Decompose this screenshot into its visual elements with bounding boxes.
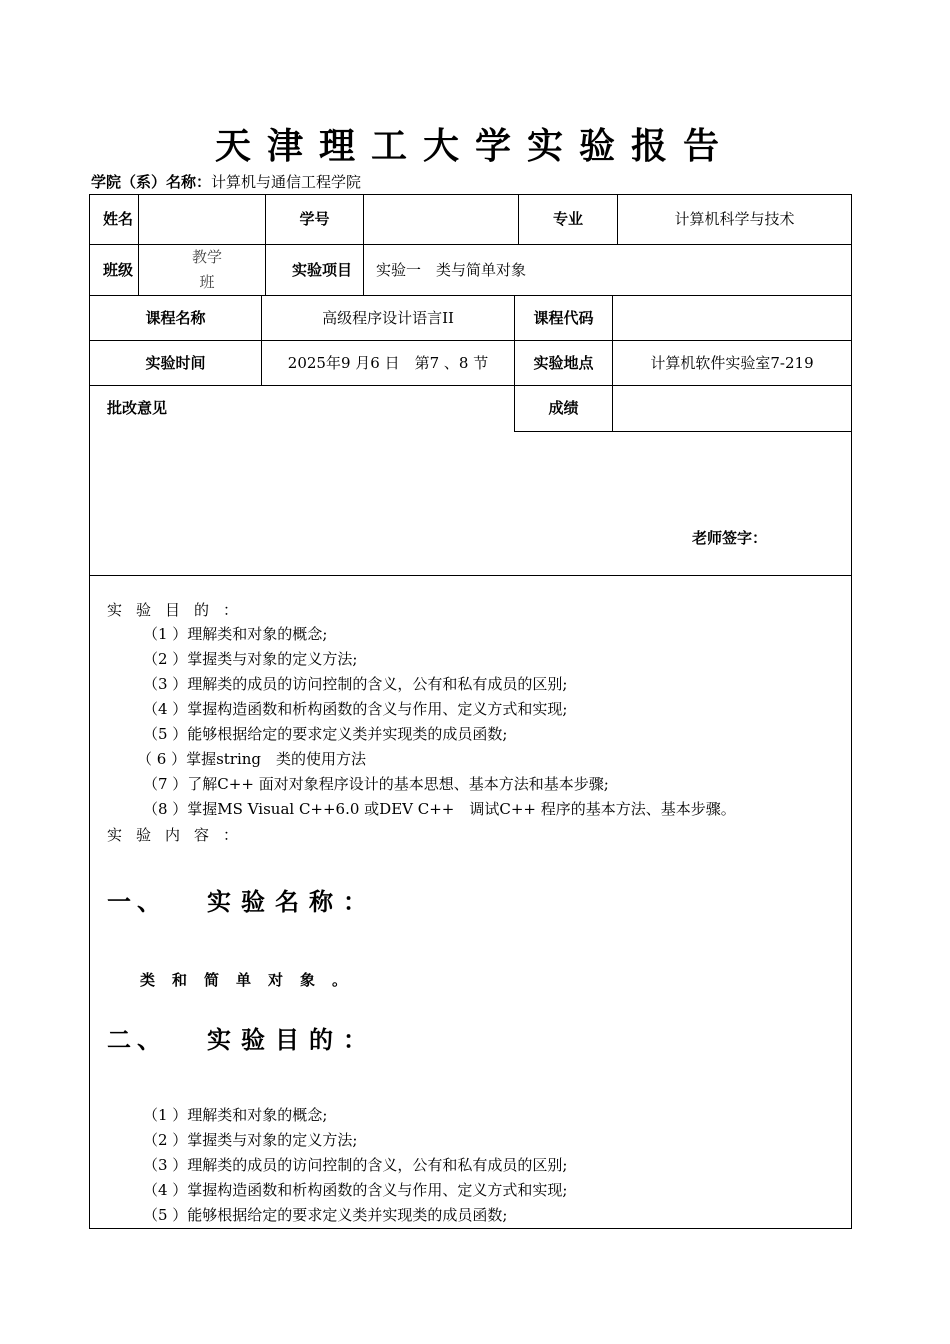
exp-place-value: 计算机软件实验室7-219 — [650, 353, 814, 372]
section2-heading: 实验目的： — [207, 1026, 377, 1054]
section1-heading: 实验名称： — [207, 888, 377, 916]
section2-item: （2 ）掌握类与对象的定义方法; — [143, 1131, 358, 1149]
college-label: 学院（系）名称： — [91, 173, 212, 191]
project-label: 实验项目 — [291, 260, 352, 279]
course-name-value: 高级程序设计语言II — [322, 308, 454, 327]
purpose-item: （8 ）掌握MS Visual C++6.0 或DEV C++ 调试C++ 程序的基本方法、基本步骤。 — [143, 800, 736, 818]
student-id-value[interactable] — [364, 194, 518, 245]
purpose-item: （4 ）掌握构造函数和析构函数的含义与作用、定义方式和实现; — [143, 700, 568, 718]
major-label: 专业 — [552, 210, 583, 228]
content-heading: 实验内容： — [107, 826, 253, 844]
name-value[interactable] — [139, 194, 265, 245]
section1-number: 一、 — [107, 888, 167, 916]
section1-body: 类和简单对象。 — [140, 971, 365, 989]
grade-value[interactable] — [613, 386, 851, 431]
purpose-item: （5 ）能够根据给定的要求定义类并实现类的成员函数; — [143, 725, 508, 743]
purpose-item: （7 ）了解C++ 面对对象程序设计的基本思想、基本方法和基本步骤; — [143, 775, 609, 793]
course-code-label: 课程代码 — [533, 308, 594, 327]
course-code-value[interactable] — [613, 296, 851, 340]
exp-time-value: 2025年9 月6 日 第7 、8 节 — [287, 353, 489, 372]
class-label: 班级 — [102, 260, 133, 279]
name-label: 姓名 — [102, 210, 133, 228]
grade-label: 成绩 — [548, 399, 579, 417]
purpose-item: （2 ）掌握类与对象的定义方法; — [143, 650, 358, 668]
purpose-item: （1 ）理解类和对象的概念; — [143, 625, 328, 643]
section2-number: 二、 — [107, 1026, 167, 1054]
student-id-label: 学号 — [299, 210, 330, 228]
row-divider — [89, 575, 852, 576]
college-line — [91, 172, 361, 192]
comment-label: 批改意见 — [107, 399, 168, 417]
teacher-signature-label: 老师签字： — [692, 529, 768, 547]
report-title: 天津理工大学实验报告 — [214, 125, 735, 167]
exp-time-label: 实验时间 — [145, 353, 206, 372]
section2-item: （4 ）掌握构造函数和析构函数的含义与作用、定义方式和实现; — [143, 1181, 568, 1199]
project-value: 实验一 类与简单对象 — [376, 260, 527, 279]
row-divider — [514, 431, 852, 432]
section2-item: （1 ）理解类和对象的概念; — [143, 1106, 328, 1124]
exp-place-label: 实验地点 — [533, 353, 594, 372]
major-value: 计算机科学与技术 — [674, 210, 795, 228]
purpose-heading: 实验目的： — [107, 601, 253, 619]
purpose-item: （ 6 ）掌握string 类的使用方法 — [137, 750, 367, 768]
section2-item: （3 ）理解类的成员的访问控制的含义，公有和私有成员的区别; — [143, 1156, 568, 1174]
section2-item: （5 ）能够根据给定的要求定义类并实现类的成员函数; — [143, 1206, 508, 1224]
college-value: 计算机与通信工程学院 — [211, 173, 362, 191]
course-name-label: 课程名称 — [145, 308, 206, 327]
class-value: 教学班 — [191, 248, 222, 291]
purpose-item: （3 ）理解类的成员的访问控制的含义，公有和私有成员的区别; — [143, 675, 568, 693]
